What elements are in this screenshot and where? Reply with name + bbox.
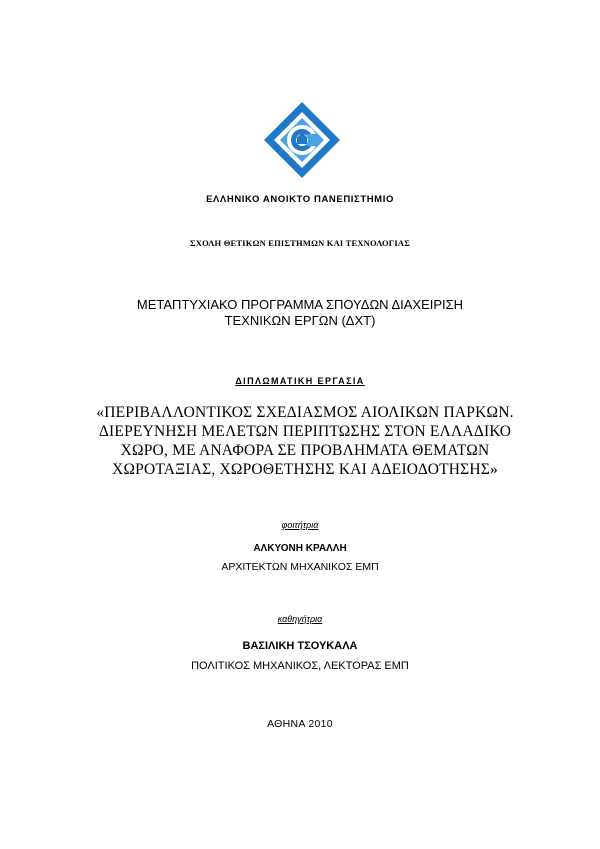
university-logo-icon <box>262 100 342 180</box>
supervisor-name: ΒΑΣΙΛΙΚΗ ΤΣΟΥΚΑΛΑ <box>242 640 358 652</box>
student-name: ΑΛΚΥΟΝΗ ΚΡΑΛΛΗ <box>253 543 347 554</box>
supervisor-role: καθηγήτρια <box>277 614 323 624</box>
school-name: ΣΧΟΛΗ ΘΕΤΙΚΩΝ ΕΠΙΣΤΗΜΩΝ ΚΑΙ ΤΕΧΝΟΛΟΓΙΑΣ <box>189 238 411 248</box>
university-name: ΕΛΛΗΝΙΚΟ ΑΝΟΙΚΤΟ ΠΑΝΕΠΙΣΤΗΜΙΟ <box>206 194 394 205</box>
student-description: ΑΡΧΙΤΕΚΤΩΝ ΜΗΧΑΝΙΚΟΣ ΕΜΠ <box>221 561 379 573</box>
thesis-title: «ΠΕΡΙΒΑΛΛΟΝΤΙΚΟΣ ΣΧΕΔΙΑΣΜΟΣ ΑΙΟΛΙΚΩΝ ΠΑΡΚΩΝ. ΔΙΕΡΕΥΝΗΣΗ ΜΕΛΕΤΩΝ ΠΕΡΙΠΤΩΣΗΣ ΣΤΟΝ ΕΛΛΑΔΙΚΟ ΧΩΡΟ, ΜΕ ΑΝΑΦΟΡΑ ΣΕ ΠΡΟΒΛΗΜΑΤΑ ΘΕΜΑΤΩΝ ΧΩΡΟΤΑΞΙΑΣ, ΧΩΡΟΘΕΤΗΣΗΣ ΚΑΙ ΑΔΕΙΟΔΟΤΗΣΗΣ» <box>96 404 514 478</box>
supervisor-description: ΠΟΛΙΤΙΚΟΣ ΜΗΧΑΝΙΚΟΣ, ΛΕΚΤΟΡΑΣ ΕΜΠ <box>191 660 409 672</box>
thesis-label: ΔΙΠΛΩΜΑΤΙΚΗ ΕΡΓΑΣΙΑ <box>235 376 365 386</box>
program-name: ΜΕΤΑΠΤΥΧΙΑΚΟ ΠΡΟΓΡΑΜΜΑ ΣΠΟΥΔΩΝ ΔΙΑΧΕΙΡΙΣΗ ΤΕΧΝΙΚΩΝ ΕΡΓΩΝ (ΔΧΤ) <box>136 297 464 328</box>
student-role: φοιτήτρια <box>281 520 319 530</box>
place-date: ΑΘΗΝΑ 2010 <box>267 718 333 730</box>
